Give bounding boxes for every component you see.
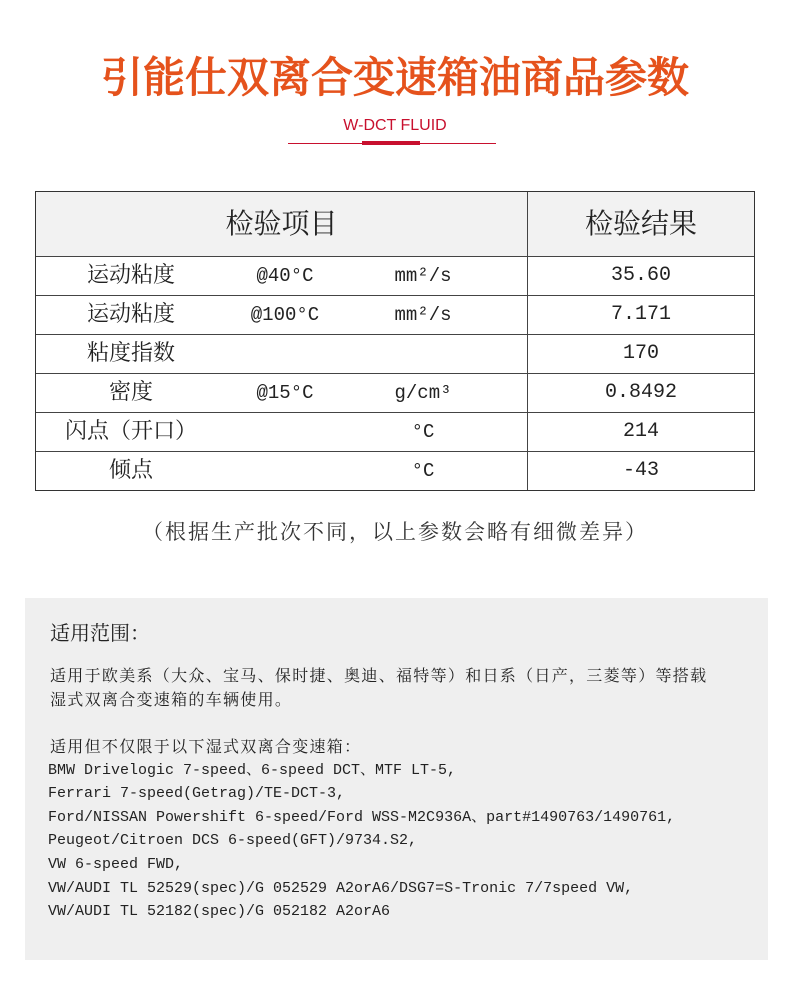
spec-table-header <box>36 192 754 256</box>
spec-condition: @40°C <box>256 265 314 287</box>
spec-unit: g/cm³ <box>394 382 452 404</box>
scope-heading: 适用范围： <box>50 621 150 645</box>
spec-item: 粘度指数 <box>86 341 175 366</box>
spec-unit: mm²/s <box>394 265 452 287</box>
spec-item: 闪点（开口） <box>64 419 197 444</box>
spec-unit: mm²/s <box>394 304 452 326</box>
spec-result: 35.60 <box>610 264 671 287</box>
spec-unit: °C <box>411 421 435 443</box>
spec-result: 7.171 <box>610 303 671 326</box>
spec-row <box>36 334 754 373</box>
scope-intro <box>50 664 707 712</box>
spec-result: 0.8492 <box>604 381 677 404</box>
spec-item: 运动粘度 <box>86 263 175 288</box>
subtitle-underline-accent <box>362 141 420 145</box>
gearbox-list <box>48 735 675 924</box>
spec-result: 170 <box>622 342 659 365</box>
batch-variation-note: （根据生产批次不同，以上参数会略有细微差异） <box>142 520 648 544</box>
scope-intro-line: 湿式双离合变速箱的车辆使用。 <box>50 690 293 709</box>
spec-table <box>35 191 755 491</box>
spec-condition: @100°C <box>250 304 320 326</box>
spec-row <box>36 451 754 490</box>
spec-item: 密度 <box>108 380 153 405</box>
gearbox-model-line: VW/AUDI TL 52182(spec)/G 052182 A2orA6 <box>48 903 391 921</box>
header-item: 检验项目 <box>36 192 528 256</box>
header-result: 检验结果 <box>584 207 697 240</box>
page-title: 引能仕双离合变速箱油商品参数 <box>100 53 689 102</box>
spec-unit: °C <box>411 460 435 482</box>
spec-row <box>36 295 754 334</box>
application-scope-panel <box>25 598 768 960</box>
gearbox-model-line: Ferrari 7-speed(Getrag)/TE-DCT-3, <box>48 785 346 803</box>
gearbox-model-line: BMW Drivelogic 7-speed、6-speed DCT、MTF LT-5, <box>48 761 457 779</box>
scope-intro-line: 适用于欧美系（大众、宝马、保时捷、奥迪、福特等）和日系（日产，三菱等）等搭载 <box>50 666 708 685</box>
spec-item: 倾点 <box>108 458 153 483</box>
gearbox-model-line: VW 6-speed FWD, <box>48 855 184 873</box>
spec-condition: @15°C <box>256 382 314 404</box>
spec-row <box>36 256 754 295</box>
spec-result: -43 <box>622 459 659 482</box>
page-subtitle: W-DCT FLUID <box>343 117 447 134</box>
spec-result: 214 <box>622 420 659 443</box>
gearbox-model-line: Ford/NISSAN Powershift 6-speed/Ford WSS-M2C936A、part#1490763/1490761, <box>48 808 676 826</box>
gearbox-model-line: Peugeot/Citroen DCS 6-speed(GFT)/9734.S2, <box>48 832 418 850</box>
gearbox-model-line: VW/AUDI TL 52529(spec)/G 052529 A2orA6/DSG7=S-Tronic 7/7speed VW, <box>48 879 634 897</box>
spec-item: 运动粘度 <box>86 302 175 327</box>
spec-row <box>36 412 754 451</box>
gearbox-list-heading: 适用但不仅限于以下湿式双离合变速箱： <box>50 737 362 756</box>
spec-row <box>36 373 754 412</box>
